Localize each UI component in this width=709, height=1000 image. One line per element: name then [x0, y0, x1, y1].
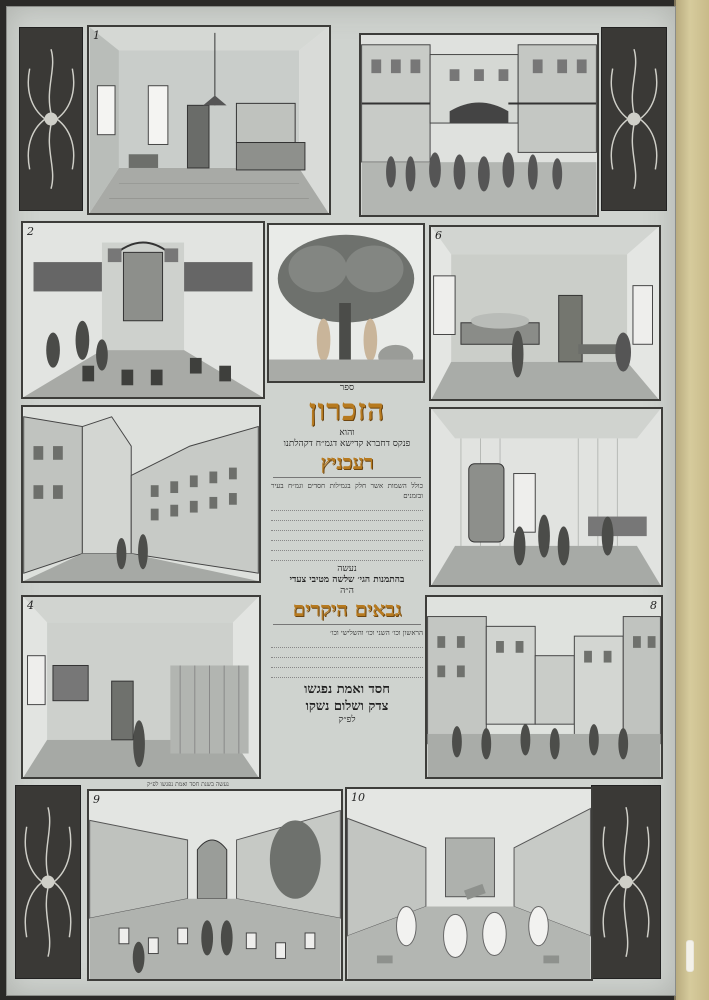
panel-number: 6 — [435, 229, 442, 242]
title-line2: בהתמנות הגי׳ שלשה מטיבי צעדי — [289, 575, 405, 585]
panel-number: 9 — [93, 793, 100, 806]
panel-4-curtained-room — [21, 595, 261, 779]
title-oseh: נעשה — [337, 564, 357, 574]
rosette-ornament-bottom-left — [15, 785, 81, 979]
title-sefer: ספר — [339, 383, 355, 393]
panel-6-study-room — [429, 225, 661, 401]
panel-tree-of-knowledge — [267, 223, 425, 383]
panel-9-cemetery — [87, 789, 343, 981]
panel-number: 4 — [27, 599, 34, 612]
title-line1: פנקס דחברא קדישא דגמ״ח דקהלתנו — [283, 439, 411, 449]
panel-8-town-square — [425, 595, 663, 779]
panel-number: 8 — [650, 599, 657, 612]
panel-street-scene — [21, 405, 261, 583]
title-town: רעכניץ — [320, 450, 374, 474]
title-credits: הראשון וכו׳ השני וכו׳ והשלישי וכו׳ — [330, 629, 423, 637]
book-board-edge — [674, 0, 709, 1000]
binding-thread — [686, 940, 694, 972]
title-hashem: ה״ה — [340, 586, 354, 596]
title-names2: צדק ושלום נשקו — [305, 699, 389, 714]
title-credits-filler — [265, 641, 429, 678]
title-names1: חסד ואמת נפגשו — [304, 682, 390, 697]
panel-10-resurrection — [345, 787, 593, 981]
panel-stove-room — [429, 407, 663, 587]
rosette-ornament-top-right — [601, 27, 667, 211]
title-subtitle: גבאים היקרים — [292, 597, 402, 621]
panel-courtyard-procession — [359, 33, 599, 217]
panel-1-sickroom — [87, 25, 331, 215]
divider — [273, 624, 421, 625]
rosette-ornament-bottom-right — [591, 785, 661, 979]
panel-number: 1 — [93, 29, 100, 42]
bottom-caption: נעשה בשנת חסד ואמת נפגשו לפ״ק — [147, 781, 229, 788]
title-body: כולל השמות אשר חלק בגמילות חסדים וגמ״ח בעיר ובזמנים — [271, 482, 423, 500]
rosette-ornament-top-left — [19, 27, 83, 211]
manuscript-page — [6, 6, 676, 996]
divider — [273, 477, 421, 478]
panel-2-synagogue — [21, 221, 265, 399]
panel-number: 2 — [27, 225, 34, 238]
title-year: לפ״ק — [338, 715, 356, 725]
panel-number: 10 — [351, 791, 365, 804]
title-vehu: והוא — [339, 428, 355, 438]
title-main: הזכרון — [308, 393, 386, 428]
title-block — [265, 383, 429, 781]
title-body-filler — [265, 504, 429, 561]
